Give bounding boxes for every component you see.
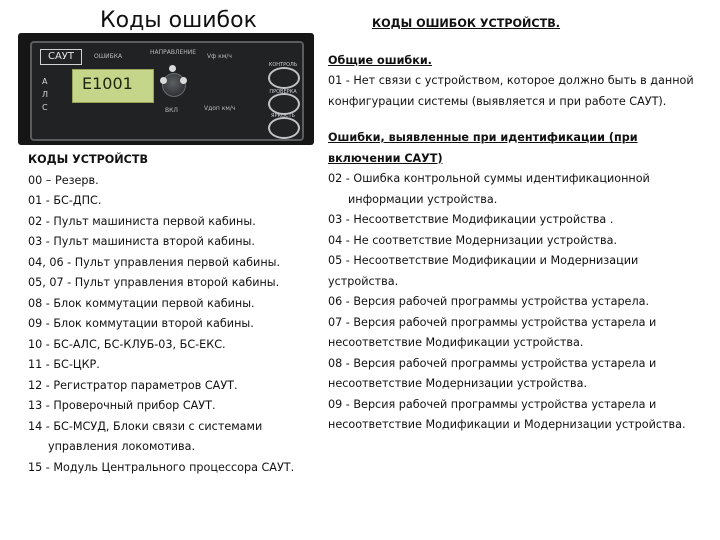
indicator-label-center: ВКЛ (165, 107, 178, 114)
error-display (72, 69, 154, 103)
list-item: 10 - БС-АЛС, БС-КЛУБ-03, БС-ЕКС. (28, 337, 226, 351)
indicator-label-middle: НАПРАВЛЕНИЕ (150, 49, 197, 56)
device-codes-heading: КОДЫ УСТРОЙСТВ (28, 153, 149, 166)
error-codes-section (328, 14, 708, 436)
side-letter: А (42, 77, 48, 86)
side-letter: С (42, 103, 48, 112)
brightness-button (268, 117, 300, 139)
list-item: 07 - Версия рабочей программы устройства устарела и несоответствие Модификации устройства. (328, 315, 657, 349)
list-item: 09 - Версия рабочей программы устройства устарела и несоответствие Модификации и Модернизации устройства. (328, 397, 686, 431)
list-item: 03 - Несоответствие Модификации устройства . (328, 213, 614, 226)
list-item: 04, 06 - Пульт управления первой кабины. (28, 255, 281, 269)
list-item: 06 - Версия рабочей программы устройства устарела. (328, 295, 650, 308)
list-item: 03 - Пульт машиниста второй кабины. (28, 235, 255, 248)
list-item: 12 - Регистратор параметров САУТ. (28, 378, 238, 392)
list-item: 08 - Блок коммутации первой кабины. (28, 296, 255, 310)
side-letter: Л (42, 90, 49, 99)
device-brand: САУТ (40, 49, 82, 65)
button-label-control: КОНТРОЛЬ (268, 62, 298, 68)
general-error-item: 01 - Нет связи с устройством, которое должно быть в данной конфигурации системы (выявляется и при работе САУТ). (328, 74, 694, 108)
device-panel (30, 41, 304, 141)
list-item: 02 - Пульт машиниста первой кабины. (28, 214, 256, 228)
indicator-label-left: ОШИБКА (94, 53, 123, 60)
list-item: 00 – Резерв. (28, 173, 99, 187)
side-letters (42, 75, 48, 114)
list-item: 11 - БС-ЦКР. (28, 358, 100, 371)
error-codes-heading: КОДЫ ОШИБОК УСТРОЙСТВ. (372, 17, 561, 30)
button-label-brightness: ЯРКОСТЬ (271, 113, 295, 119)
list-item: 01 - БС-ДПС. (28, 194, 102, 207)
page-title: Коды ошибок (100, 8, 257, 33)
indicator-label-right: Vф км/ч (207, 53, 232, 60)
indicator-lamp-icon (169, 65, 176, 72)
general-errors-heading: Общие ошибки. (328, 53, 432, 67)
list-item: 15 - Модуль Центрального процессора САУТ. (28, 460, 295, 474)
list-item: 02 - Ошибка контрольной суммы идентификационной информации устройства. (328, 172, 650, 206)
indicator-lamp-icon (180, 77, 187, 84)
list-item: 08 - Версия рабочей программы устройства устарела и несоответствие Модернизации устройства. (328, 356, 657, 390)
list-item: 05 - Несоответствие Модификации и Модернизации устройства. (328, 254, 639, 288)
list-item: 13 - Проверочный прибор САУТ. (28, 399, 216, 412)
list-item: 14 - БС-МСУД, Блоки связи с системами управления локомотива. (28, 419, 263, 453)
indicator-lamp-icon (160, 77, 167, 84)
error-code-text: E1001 (82, 74, 133, 93)
identification-errors-heading: Ошибки, выявленные при идентификации (при включении САУТ) (328, 131, 638, 165)
indicator-label-bottom: Vдоп км/ч (204, 105, 236, 112)
list-item: 09 - Блок коммутации второй кабины. (28, 317, 254, 330)
list-item: 05, 07 - Пульт управления второй кабины. (28, 276, 280, 289)
button-label-check: ПРОВЕРКА (269, 89, 297, 95)
list-item: 04 - Не соответствие Модернизации устройства. (328, 233, 618, 247)
device-codes-list (28, 150, 313, 478)
device-photo (18, 33, 314, 145)
check-button (268, 93, 300, 115)
control-button (268, 67, 300, 89)
